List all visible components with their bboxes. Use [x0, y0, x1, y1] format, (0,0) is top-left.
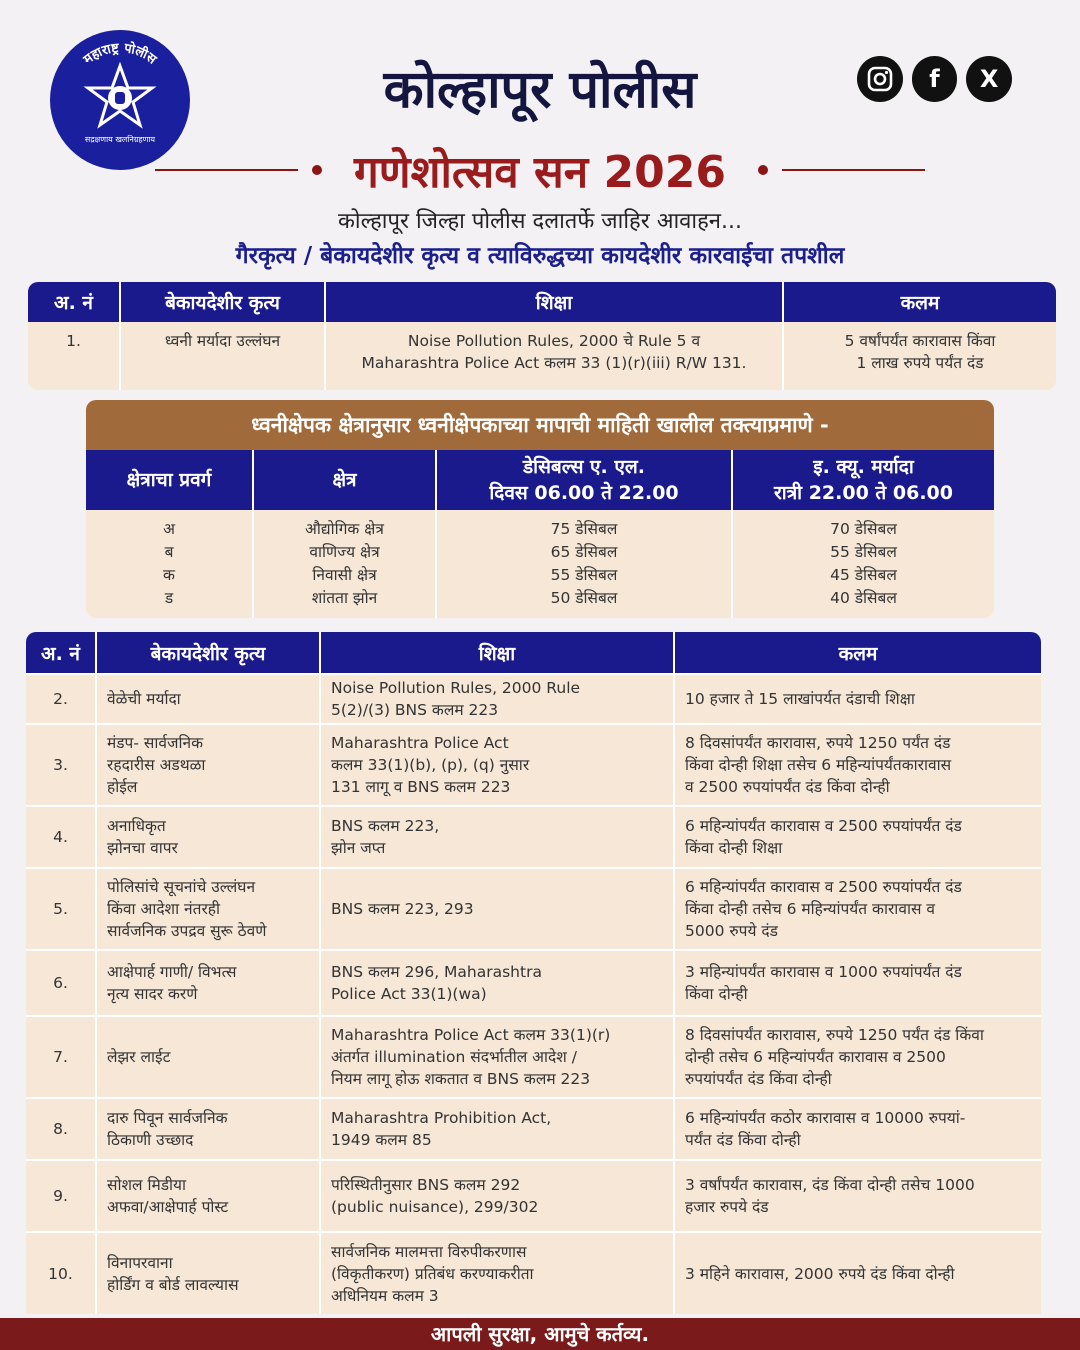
cell-punishment: Maharashtra Police Act कलम 33(1)(r) अंतर्गत illumination संदर्भातील आदेश / नियम लागू होऊ शकतात व BNS कलम 223: [320, 1016, 674, 1098]
table-row: [26, 1016, 1041, 1098]
cell-act: लेझर लाईट: [96, 1016, 320, 1098]
cell-serial: 8.: [26, 1098, 96, 1160]
cell-punishment: Maharashtra Prohibition Act, 1949 कलम 85: [320, 1098, 674, 1160]
table-row: [26, 950, 1041, 1016]
footer-tagline: आपली सुरक्षा, आमुचे कर्तव्य.: [0, 1318, 1080, 1350]
table-row: [26, 674, 1041, 724]
table-header-row: [26, 632, 1041, 674]
header-section: कलम: [783, 282, 1056, 322]
noise-banner: ध्वनीक्षेपक क्षेत्रानुसार ध्वनीक्षेपकाच्या मापाची माहिती खालील तक्त्याप्रमाणे -: [86, 400, 994, 450]
cell-punishment: BNS कलम 223, झोन जप्त: [320, 806, 674, 868]
cell-serial: 5.: [26, 868, 96, 950]
cell-section: 6 महिन्यांपर्यंत कारावास व 2500 रुपयांपर्यंत दंड किंवा दोन्ही तसेच 6 महिन्यांपर्यंत कारावास व 5000 रुपये दंड: [674, 868, 1041, 950]
header-punishment: शिक्षा: [325, 282, 783, 322]
table-row: [26, 1232, 1041, 1314]
noise-limits-section: [86, 400, 994, 618]
cell-zones: औद्योगिक क्षेत्र वाणिज्य क्षेत्र निवासी क्षेत्र शांतता झोन: [253, 510, 436, 618]
cell-punishment: सार्वजनिक मालमत्ता विरुपीकरणास (विकृतीकरण) प्रतिबंध करण्याकरीता अधिनियम कलम 3: [320, 1232, 674, 1314]
cell-section: 10 हजार ते 15 लाखांपर्यत दंडाची शिक्षा: [674, 674, 1041, 724]
cell-act: सोशल मिडीया अफवा/आक्षेपार्ह पोस्ट: [96, 1160, 320, 1232]
event-title: गणेशोत्सव सन 2026: [354, 147, 726, 198]
cell-serial: 6.: [26, 950, 96, 1016]
event-title-row: [155, 140, 925, 200]
divider-right: [782, 169, 925, 171]
x-icon[interactable]: [966, 56, 1012, 102]
header-night-limit: इ. क्यू. मर्यादा रात्री 22.00 ते 06.00: [732, 450, 994, 510]
header-zone: क्षेत्र: [253, 450, 436, 510]
cell-act: ध्वनी मर्यादा उल्लंघन: [120, 322, 325, 390]
cell-serial: 10.: [26, 1232, 96, 1314]
table-row: [26, 868, 1041, 950]
table-row: [26, 806, 1041, 868]
cell-act: विनापरवाना होर्डिंग व बोर्ड लावल्यास: [96, 1232, 320, 1314]
table-row: [26, 724, 1041, 806]
table-row: [26, 1098, 1041, 1160]
cell-serial: 7.: [26, 1016, 96, 1098]
header-act: बेकायदेशीर कृत्य: [120, 282, 325, 322]
dot-left: [312, 165, 322, 175]
cell-night-limits: 70 डेसिबल 55 डेसिबल 45 डेसिबल 40 डेसिबल: [732, 510, 994, 618]
cell-serial: 3.: [26, 724, 96, 806]
cell-serial: 1.: [28, 322, 120, 390]
table-header-row: [28, 282, 1056, 322]
cell-serial: 9.: [26, 1160, 96, 1232]
cell-section: 6 महिन्यांपर्यंत कठोर कारावास व 10000 रुपयां- पर्यंत दंड किंवा दोन्ही: [674, 1098, 1041, 1160]
cell-act: अनाधिकृत झोनचा वापर: [96, 806, 320, 868]
noise-limits-table: [86, 450, 994, 618]
logo-top-text: महाराष्ट्र पोलीस: [80, 40, 159, 68]
table-header-row: [86, 450, 994, 510]
cell-punishment: BNS कलम 296, Maharashtra Police Act 33(1)(wa): [320, 950, 674, 1016]
table-row: [28, 322, 1056, 390]
cell-section: 3 वर्षांपर्यंत कारावास, दंड किंवा दोन्ही तसेच 1000 हजार रुपये दंड: [674, 1160, 1041, 1232]
cell-section: 3 महिन्यांपर्यंत कारावास व 1000 रुपयांपर्यंत दंड किंवा दोन्ही: [674, 950, 1041, 1016]
cell-categories: अ ब क ड: [86, 510, 253, 618]
cell-act: दारु पिवून सार्वजनिक ठिकाणी उच्छाद: [96, 1098, 320, 1160]
cell-punishment: BNS कलम 223, 293: [320, 868, 674, 950]
cell-punishment: Noise Pollution Rules, 2000 Rule 5(2)/(3) BNS कलम 223: [320, 674, 674, 724]
header-section: कलम: [674, 632, 1041, 674]
header-punishment: शिक्षा: [320, 632, 674, 674]
facebook-glyph: f: [929, 65, 940, 93]
header-category: क्षेत्राचा प्रवर्ग: [86, 450, 253, 510]
cell-section: 3 महिने कारावास, 2000 रुपये दंड किंवा दोन्ही: [674, 1232, 1041, 1314]
cell-punishment: Noise Pollution Rules, 2000 चे Rule 5 व Maharashtra Police Act कलम 33 (1)(r)(iii) R/W 131.: [325, 322, 783, 390]
dot-right: [758, 165, 768, 175]
cell-punishment: Maharashtra Police Act कलम 33(1)(b), (p), (q) नुसार 131 लागू व BNS कलम 223: [320, 724, 674, 806]
facebook-icon[interactable]: [912, 56, 958, 102]
cell-act: वेळेची मर्यादा: [96, 674, 320, 724]
cell-act: आक्षेपार्ह गाणी/ विभत्स नृत्य सादर करणे: [96, 950, 320, 1016]
cell-day-limits: 75 डेसिबल 65 डेसिबल 55 डेसिबल 50 डेसिबल: [436, 510, 732, 618]
header-day-limit: डेसिबल्स ए. एल. दिवस 06.00 ते 22.00: [436, 450, 732, 510]
cell-serial: 4.: [26, 806, 96, 868]
cell-section: 8 दिवसांपर्यंत कारावास, रुपये 1250 पर्यंत दंड किंवा दोन्ही शिक्षा तसेच 6 महिन्यांपर्यंतकारावास व 2500 रुपयांपर्यंत दंड किंवा दोन्ही: [674, 724, 1041, 806]
header-act: बेकायदेशीर कृत्य: [96, 632, 320, 674]
offence-table-1: [28, 282, 1056, 390]
details-heading: गैरकृत्य / बेकायदेशीर कृत्य व त्याविरुद्धच्या कायदेशीर कारवाईचा तपशील: [235, 243, 845, 269]
table-row: [26, 1160, 1041, 1232]
appeal-text: कोल्हापूर जिल्हा पोलीस दलातर्फे जाहिर आवाहन...: [338, 209, 742, 234]
cell-act: पोलिसांचे सूचनांचे उल्लंघन किंवा आदेशा नंतरही सार्वजनिक उपद्रव सुरू ठेवणे: [96, 868, 320, 950]
cell-section: 5 वर्षांपर्यंत कारावास किंवा 1 लाख रुपये पर्यंत दंड: [783, 322, 1056, 390]
table-row: [86, 510, 994, 618]
x-glyph: X: [979, 65, 999, 93]
header-serial: अ. नं: [28, 282, 120, 322]
header-serial: अ. नं: [26, 632, 96, 674]
cell-section: 8 दिवसांपर्यंत कारावास, रुपये 1250 पर्यंत दंड किंवा दोन्ही तसेच 6 महिन्यांपर्यंत कारावास व 2500 रुपयांपर्यंत दंड किंवा दोन्ही: [674, 1016, 1041, 1098]
cell-punishment: परिस्थितीनुसार BNS कलम 292 (public nuisance), 299/302: [320, 1160, 674, 1232]
cell-serial: 2.: [26, 674, 96, 724]
logo-motto: सद्रक्षणाय खलनिग्रहणाय: [84, 135, 156, 144]
cell-act: मंडप- सार्वजनिक रहदारीस अडथळा होईल: [96, 724, 320, 806]
divider-left: [155, 169, 298, 171]
cell-section: 6 महिन्यांपर्यंत कारावास व 2500 रुपयांपर्यंत दंड किंवा दोन्ही शिक्षा: [674, 806, 1041, 868]
social-links: [857, 56, 1012, 102]
offence-table-2: [26, 632, 1041, 1314]
page-title: कोल्हापूर पोलीस: [383, 60, 697, 120]
instagram-icon[interactable]: [857, 56, 903, 102]
